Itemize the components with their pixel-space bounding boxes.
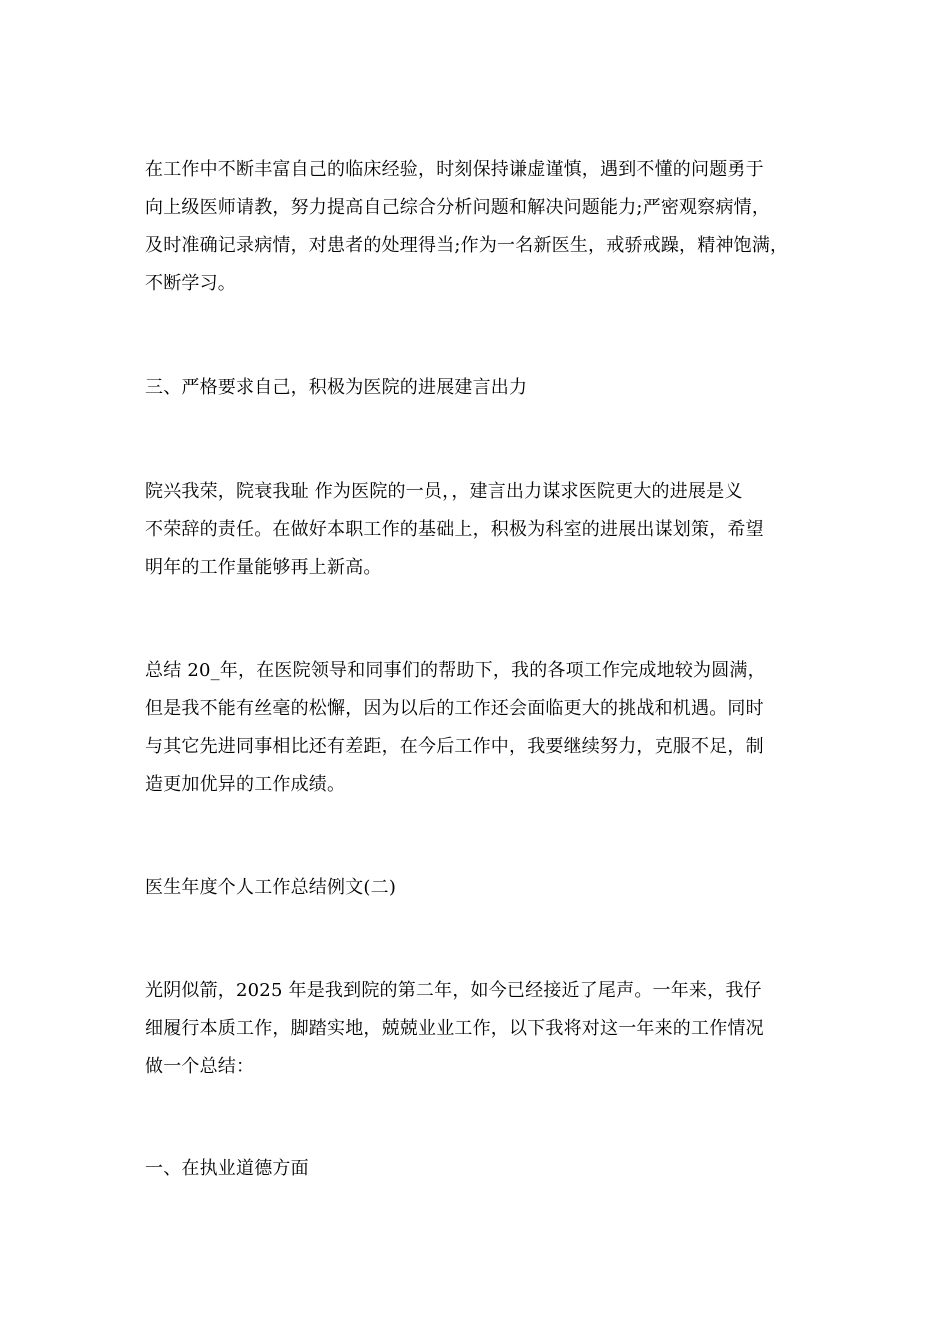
paragraph-2-line-1: 院兴我荣，院衰我耻 作为医院的一员，，建言出力谋求医院更大的进展是义 — [145, 481, 743, 502]
section-heading-one: 一、在执业道德方面 — [145, 1158, 309, 1179]
paragraph-3-line-2: 但是我不能有丝毫的松懈，因为以后的工作还会面临更大的挑战和机遇。同时 — [145, 698, 764, 719]
paragraph-1-line-2: 向上级医师请教，努力提高自己综合分析问题和解决问题能力;严密观察病情， — [145, 197, 771, 218]
paragraph-3-line-4: 造更加优异的工作成绩。 — [145, 774, 346, 795]
paragraph-3-line-1: 总结 20_年，在医院领导和同事们的帮助下，我的各项工作完成地较为圆满， — [145, 660, 766, 681]
paragraph-2-line-3: 明年的工作量能够再上新高。 — [145, 557, 382, 578]
paragraph-3-line-3: 与其它先进同事相比还有差距，在今后工作中，我要继续努力，克服不足，制 — [145, 736, 764, 757]
paragraph-1-line-3: 及时准确记录病情，对患者的处理得当;作为一名新医生，戒骄戒躁，精神饱满， — [145, 235, 789, 256]
paragraph-2-line-2: 不荣辞的责任。在做好本职工作的基础上，积极为科室的进展出谋划策，希望 — [145, 519, 764, 540]
paragraph-4-line-3: 做一个总结： — [145, 1056, 255, 1077]
paragraph-1-line-4: 不断学习。 — [145, 273, 236, 294]
paragraph-4-line-1: 光阴似箭，2025 年是我到院的第二年，如今已经接近了尾声。一年来，我仔 — [145, 980, 762, 1001]
paragraph-1-line-1: 在工作中不断丰富自己的临床经验，时刻保持谦虚谨慎，遇到不懂的问题勇于 — [145, 159, 764, 180]
section-heading-three: 三、严格要求自己，积极为医院的进展建言出力 — [145, 377, 528, 398]
document-subtitle: 医生年度个人工作总结例文(二) — [145, 877, 397, 898]
paragraph-4-line-2: 细履行本质工作，脚踏实地，兢兢业业工作，以下我将对这一年来的工作情况 — [145, 1018, 764, 1039]
